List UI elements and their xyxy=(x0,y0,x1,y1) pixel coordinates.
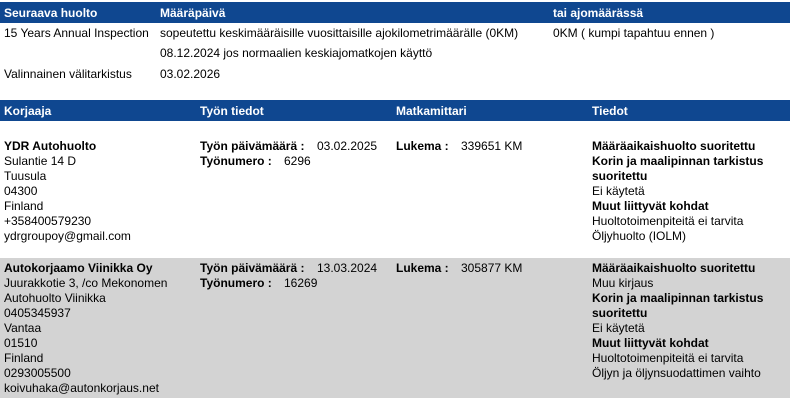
reading-value: 305877 KM xyxy=(461,261,523,275)
header-repairer: Korjaaja xyxy=(4,104,52,118)
work-table-header xyxy=(0,100,790,121)
detail-line: Muu kirjaus xyxy=(592,276,654,290)
header-odometer: Matkamittari xyxy=(396,104,467,118)
detail-line: Huoltotoimenpiteitä ei tarvita xyxy=(592,214,744,228)
work-date-value: 03.02.2025 xyxy=(317,139,378,153)
service-mileage: 0KM ( kumpi tapahtuu ennen ) xyxy=(553,26,715,40)
detail-line: Öljyhuolto (IOLM) xyxy=(592,229,687,243)
header-next-service: Seuraava huolto xyxy=(4,6,98,20)
detail-line: Muut liittyvät kohdat xyxy=(592,199,709,213)
shop-phone: 0405345937 xyxy=(4,306,71,320)
shop-name: YDR Autohuolto xyxy=(4,139,97,153)
detail-line: Määräaikaishuolto suoritettu xyxy=(592,139,756,153)
work-number-value: 6296 xyxy=(284,154,311,168)
shop-address-line: Vantaa xyxy=(4,321,42,335)
shop-address-line: 04300 xyxy=(4,184,38,198)
detail-line: suoritettu xyxy=(592,169,648,183)
service-name: Valinnainen välitarkistus xyxy=(4,67,132,81)
work-number-value: 16269 xyxy=(284,276,318,290)
detail-line: Öljyn ja öljynsuodattimen vaihto xyxy=(592,366,761,380)
header-work-info: Työn tiedot xyxy=(200,104,264,118)
work-date-label: Työn päivämäärä : xyxy=(200,139,305,153)
detail-line: Huoltotoimenpiteitä ei tarvita xyxy=(592,351,744,365)
detail-line: Muut liittyvät kohdat xyxy=(592,336,709,350)
service-due-line2: 08.12.2024 jos normaalien keskiajomatkojen käyttö xyxy=(160,46,433,60)
reading-label: Lukema : xyxy=(396,139,449,153)
detail-line: Ei käytetä xyxy=(592,321,645,335)
work-number-label: Työnumero : xyxy=(200,154,272,168)
shop-address-line: Tuusula xyxy=(4,169,47,183)
detail-line: suoritettu xyxy=(592,306,648,320)
shop-name: Autokorjaamo Viinikka Oy xyxy=(4,261,153,275)
service-table-header xyxy=(0,2,790,23)
header-details: Tiedot xyxy=(592,104,628,118)
shop-address-line: Finland xyxy=(4,351,44,365)
shop-address-line: Autohuolto Viinikka xyxy=(4,291,106,305)
detail-line: Korin ja maalipinnan tarkistus xyxy=(592,154,764,168)
shop-phone: 0293005500 xyxy=(4,366,71,380)
service-due-line1: 03.02.2026 xyxy=(160,67,221,81)
work-date-label: Työn päivämäärä : xyxy=(200,261,305,275)
shop-address-line: Sulantie 14 D xyxy=(4,154,77,168)
shop-address-line: Juurakkotie 3, /co Mekonomen xyxy=(4,276,168,290)
work-number-label: Työnumero : xyxy=(200,276,272,290)
shop-address-line: Finland xyxy=(4,199,44,213)
service-due-line1: sopeutettu keskimääräisille vuosittaisille ajokilometrimäärälle (0KM) xyxy=(160,26,519,40)
shop-phone: +358400579230 xyxy=(4,214,92,228)
shop-address-line: 01510 xyxy=(4,336,38,350)
detail-line: Ei käytetä xyxy=(592,184,645,198)
reading-label: Lukema : xyxy=(396,261,449,275)
detail-line: Määräaikaishuolto suoritettu xyxy=(592,261,756,275)
shop-email: koivuhaka@autonkorjaus.net xyxy=(4,381,159,395)
reading-value: 339651 KM xyxy=(461,139,523,153)
service-name: 15 Years Annual Inspection xyxy=(4,26,149,40)
detail-line: Korin ja maalipinnan tarkistus xyxy=(592,291,764,305)
shop-email: ydrgroupoy@gmail.com xyxy=(4,229,131,243)
header-mileage: tai ajomäärässä xyxy=(553,6,644,20)
header-due-date: Määräpäivä xyxy=(160,6,226,20)
work-date-value: 13.03.2024 xyxy=(317,261,378,275)
